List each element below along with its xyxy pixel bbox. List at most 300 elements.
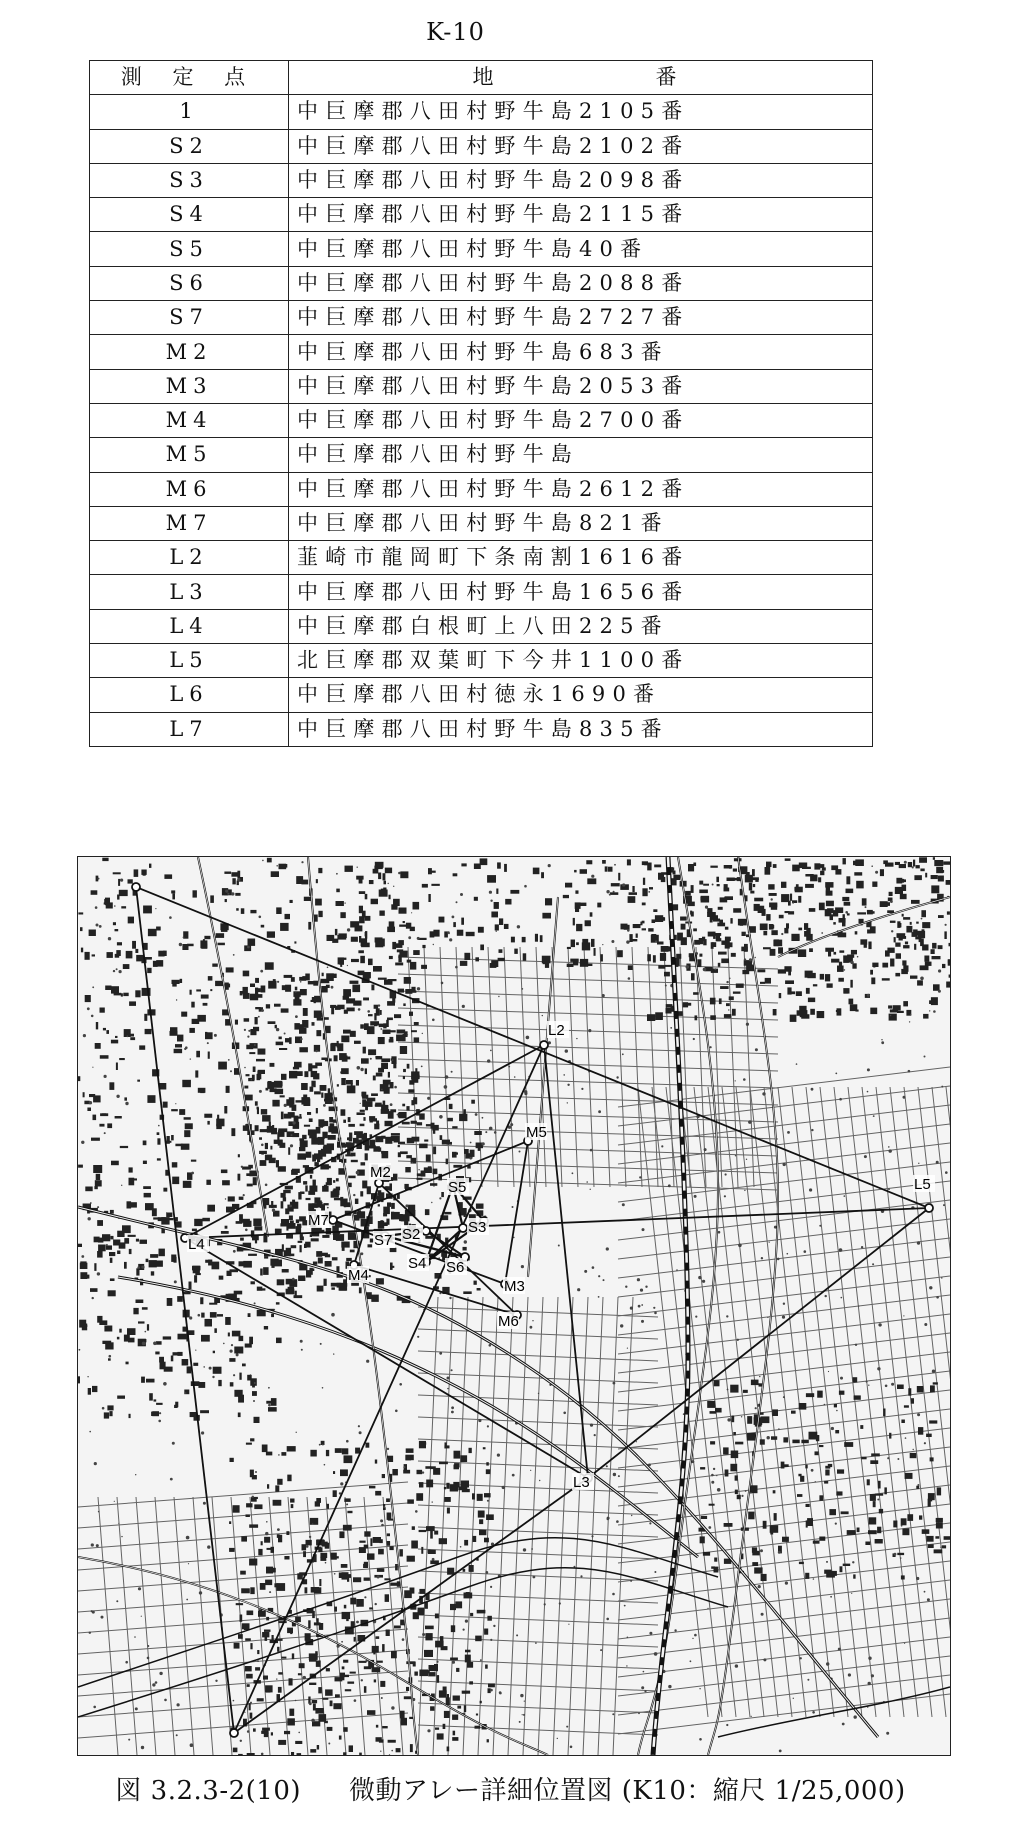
building: [709, 1504, 715, 1506]
building: [386, 1219, 389, 1225]
noise-dot: [705, 906, 708, 909]
building: [351, 937, 358, 942]
building: [923, 1014, 928, 1019]
building: [218, 943, 225, 946]
noise-dot: [498, 996, 499, 997]
building: [240, 1571, 246, 1575]
parcel-line: [618, 1694, 950, 1734]
building: [95, 1043, 101, 1049]
building: [405, 989, 412, 994]
building: [720, 897, 728, 902]
building: [145, 1203, 154, 1210]
building: [261, 1153, 264, 1155]
building: [131, 1202, 137, 1207]
building: [575, 890, 578, 893]
building: [931, 885, 939, 893]
noise-dot: [462, 1005, 465, 1008]
table-row: [90, 575, 873, 609]
noise-dot: [250, 1702, 252, 1704]
building: [437, 1675, 440, 1683]
building: [333, 1703, 341, 1709]
building: [578, 903, 586, 906]
building: [266, 1004, 270, 1008]
building: [383, 1504, 385, 1507]
building: [459, 1114, 467, 1121]
building: [111, 1040, 118, 1044]
noise-dot: [254, 1382, 256, 1384]
noise-dot: [769, 1242, 770, 1243]
building: [361, 1162, 366, 1165]
building: [196, 1051, 200, 1058]
table-row: [90, 129, 873, 163]
noise-dot: [353, 1194, 355, 1196]
building: [375, 1136, 383, 1142]
building: [303, 1008, 308, 1016]
noise-dot: [649, 1522, 651, 1524]
building: [347, 1511, 352, 1513]
noise-dot: [929, 1286, 932, 1289]
building: [309, 1131, 317, 1138]
noise-dot: [854, 1715, 857, 1718]
noise-dot: [524, 1090, 527, 1093]
building: [407, 1064, 410, 1069]
building: [271, 1398, 277, 1406]
building: [218, 1380, 221, 1386]
noise-dot: [642, 1228, 645, 1231]
building: [335, 1694, 340, 1697]
station-label-m2: M2: [370, 1164, 391, 1181]
building: [710, 1441, 715, 1444]
building: [365, 931, 367, 939]
noise-dot: [487, 1500, 489, 1502]
noise-dot: [138, 1587, 141, 1590]
building: [80, 1261, 86, 1268]
building: [321, 1093, 323, 1098]
building: [642, 928, 646, 930]
noise-dot: [838, 1648, 841, 1651]
noise-dot: [247, 946, 250, 949]
building: [197, 1015, 206, 1022]
building: [902, 936, 907, 939]
noise-dot: [334, 1573, 336, 1575]
noise-dot: [102, 1407, 105, 1410]
building: [400, 1621, 403, 1625]
building: [711, 1566, 715, 1568]
noise-dot: [449, 938, 452, 941]
building: [763, 1521, 767, 1529]
building: [476, 1714, 478, 1716]
building: [653, 955, 656, 962]
building: [102, 1113, 106, 1115]
building: [378, 1204, 380, 1206]
building: [409, 1080, 414, 1085]
building: [894, 937, 896, 942]
parcel-line: [583, 1297, 603, 1755]
building: [337, 1043, 343, 1051]
building: [576, 942, 579, 945]
building: [262, 1632, 269, 1637]
building: [450, 1604, 456, 1610]
building: [373, 1537, 381, 1543]
building: [938, 915, 944, 918]
cell-point: L3: [90, 575, 289, 609]
noise-dot: [674, 1629, 676, 1631]
building: [158, 951, 164, 957]
building: [317, 1745, 319, 1750]
noise-dot: [116, 1095, 119, 1098]
building: [938, 876, 944, 882]
building: [316, 1108, 318, 1113]
noise-dot: [101, 1616, 104, 1619]
noise-dot: [490, 900, 492, 902]
noise-dot: [231, 892, 234, 895]
building: [103, 1028, 106, 1031]
building: [195, 1273, 201, 1275]
noise-dot: [87, 1007, 90, 1010]
building: [281, 1657, 286, 1659]
building: [363, 941, 366, 946]
building: [299, 1147, 305, 1151]
building: [315, 1651, 318, 1655]
noise-dot: [894, 1553, 897, 1556]
building: [268, 1021, 276, 1024]
building: [872, 963, 878, 967]
noise-dot: [336, 873, 338, 875]
building: [81, 1325, 87, 1327]
building: [411, 1158, 417, 1164]
noise-dot: [223, 1343, 225, 1345]
topographic-map: [77, 856, 951, 1756]
building: [798, 928, 802, 931]
building: [801, 1440, 808, 1444]
building: [136, 1239, 139, 1242]
noise-dot: [628, 977, 631, 980]
building: [201, 1313, 204, 1318]
building: [380, 1010, 382, 1015]
building: [727, 878, 735, 882]
building: [723, 1447, 729, 1454]
building: [376, 1073, 383, 1077]
table-row: [90, 609, 873, 643]
building: [363, 1047, 366, 1054]
building: [386, 1140, 391, 1143]
building: [486, 1469, 491, 1474]
building: [276, 1042, 284, 1046]
building: [590, 912, 593, 916]
building: [305, 1587, 308, 1593]
noise-dot: [356, 1171, 360, 1175]
building: [321, 1253, 328, 1256]
building: [464, 1593, 473, 1599]
noise-dot: [209, 1367, 212, 1370]
building: [263, 1267, 269, 1275]
building: [165, 1218, 173, 1220]
building: [238, 1154, 240, 1157]
building: [839, 1391, 845, 1395]
building: [902, 1529, 909, 1536]
building: [309, 1683, 316, 1685]
building: [365, 1153, 368, 1160]
table-header-row: [90, 61, 873, 95]
noise-dot: [422, 1471, 424, 1473]
parcel-line: [834, 1087, 904, 1717]
building: [259, 1137, 262, 1140]
noise-dot: [380, 1519, 383, 1522]
noise-dot: [826, 1662, 829, 1665]
table-row: [90, 644, 873, 678]
building: [464, 1149, 469, 1154]
building: [371, 1295, 379, 1302]
noise-dot: [824, 1404, 826, 1406]
noise-dot: [746, 1159, 747, 1160]
building: [375, 1103, 382, 1107]
building: [263, 1676, 268, 1680]
noise-dot: [81, 1141, 84, 1144]
noise-dot: [557, 1738, 558, 1739]
building: [318, 1150, 321, 1156]
table-row: [90, 506, 873, 540]
building: [137, 1080, 140, 1082]
noise-dot: [456, 901, 458, 903]
noise-dot: [804, 1250, 807, 1253]
noise-dot: [690, 1660, 692, 1662]
building: [363, 998, 369, 1001]
noise-dot: [357, 1066, 361, 1070]
building: [359, 1753, 362, 1755]
building: [846, 876, 850, 884]
building: [289, 1097, 295, 1104]
building: [229, 1521, 231, 1524]
building: [343, 996, 348, 1000]
array-line-medium: [505, 1141, 528, 1284]
noise-dot: [268, 1387, 270, 1389]
building: [117, 1231, 124, 1237]
noise-dot: [941, 1086, 943, 1088]
building: [735, 1442, 743, 1445]
building: [345, 866, 353, 872]
building: [97, 1220, 103, 1226]
building: [373, 1076, 376, 1081]
station-marker: [459, 1224, 467, 1232]
building: [826, 901, 834, 907]
building: [285, 914, 291, 919]
building: [403, 921, 405, 923]
building: [270, 1063, 275, 1067]
building: [396, 1035, 403, 1042]
table-body: [90, 95, 873, 747]
noise-dot: [436, 1661, 438, 1663]
building: [198, 1382, 205, 1388]
noise-dot: [761, 1613, 764, 1616]
building: [250, 910, 256, 913]
building: [407, 1499, 414, 1503]
building: [299, 1047, 308, 1052]
noise-dot: [309, 1702, 312, 1705]
building: [808, 998, 815, 1003]
building: [230, 1458, 234, 1462]
building: [469, 1681, 473, 1684]
building: [241, 908, 245, 914]
noise-dot: [141, 1746, 144, 1749]
building: [365, 1144, 370, 1150]
noise-dot: [917, 1484, 919, 1486]
building: [123, 964, 130, 969]
building: [897, 1553, 904, 1555]
building: [258, 1049, 266, 1055]
building: [928, 1499, 931, 1507]
noise-dot: [916, 1577, 919, 1580]
building: [313, 1704, 316, 1711]
building: [944, 931, 946, 939]
building: [452, 1126, 457, 1128]
building: [167, 1298, 173, 1306]
noise-dot: [269, 1591, 271, 1593]
figure-number: 図 3.2.3-2(10): [115, 1776, 302, 1806]
building: [369, 1486, 375, 1489]
building: [491, 960, 498, 967]
measurement-point-table: [89, 60, 873, 747]
noise-dot: [522, 1714, 523, 1715]
building: [108, 1358, 111, 1360]
building: [143, 1141, 147, 1146]
table-row: [90, 438, 873, 472]
building: [240, 991, 243, 995]
building: [888, 1005, 892, 1008]
building: [378, 978, 387, 980]
building: [90, 1288, 98, 1292]
noise-dot: [104, 1132, 106, 1134]
building: [385, 1121, 393, 1126]
building: [129, 1167, 133, 1172]
building: [407, 1556, 415, 1562]
building: [383, 1030, 391, 1035]
building: [246, 1674, 253, 1679]
noise-dot: [141, 1616, 142, 1617]
building: [340, 1673, 345, 1678]
building: [331, 1191, 339, 1198]
cell-address: 中巨摩郡八田村野牛島: [289, 438, 873, 472]
noise-dot: [134, 1636, 136, 1638]
building: [447, 1747, 450, 1752]
building: [78, 1165, 83, 1168]
building: [773, 940, 782, 947]
building: [571, 940, 575, 948]
building: [806, 928, 810, 934]
noise-dot: [233, 1700, 235, 1702]
noise-dot: [254, 1044, 256, 1046]
parcel-line: [418, 1297, 438, 1755]
noise-dot: [427, 1729, 430, 1732]
building: [286, 1225, 288, 1230]
building: [419, 1589, 425, 1594]
building: [236, 1603, 243, 1605]
noise-dot: [408, 936, 411, 939]
building: [391, 1212, 394, 1220]
table-row: [90, 301, 873, 335]
noise-dot: [451, 1411, 454, 1414]
building: [475, 1726, 481, 1729]
noise-dot: [771, 898, 773, 900]
noise-dot: [83, 1034, 86, 1037]
building: [701, 1516, 707, 1519]
noise-dot: [159, 1412, 161, 1414]
building: [647, 1014, 655, 1021]
building: [356, 1599, 359, 1607]
building: [870, 1460, 878, 1464]
building: [206, 1180, 211, 1185]
building: [867, 1479, 870, 1485]
building: [724, 1014, 732, 1018]
building: [342, 1448, 349, 1454]
noise-dot: [612, 1593, 615, 1596]
building: [826, 891, 833, 896]
noise-dot: [277, 1528, 280, 1531]
building: [725, 937, 731, 941]
building: [321, 979, 330, 983]
noise-dot: [793, 1698, 794, 1699]
building: [267, 858, 272, 863]
building: [640, 922, 642, 926]
cell-point: S5: [90, 232, 289, 266]
noise-dot: [815, 1481, 816, 1482]
building: [382, 1726, 388, 1728]
building: [602, 860, 606, 864]
noise-dot: [514, 1076, 516, 1078]
building: [295, 1741, 302, 1744]
noise-dot: [284, 1033, 286, 1035]
building: [770, 925, 774, 929]
noise-dot: [918, 1163, 919, 1164]
noise-dot: [891, 1383, 894, 1386]
noise-dot: [90, 1202, 92, 1204]
noise-dot: [346, 1440, 349, 1443]
building: [479, 1519, 483, 1524]
building: [484, 1629, 488, 1635]
building: [129, 1249, 132, 1254]
building: [580, 869, 587, 874]
building: [243, 993, 250, 999]
building: [798, 896, 801, 903]
building: [505, 899, 511, 905]
noise-dot: [89, 1101, 92, 1104]
cell-point: M5: [90, 438, 289, 472]
building: [454, 1465, 460, 1470]
building: [290, 1631, 292, 1635]
noise-dot: [359, 1431, 362, 1434]
cell-point: S2: [90, 129, 289, 163]
building: [434, 1531, 438, 1535]
building: [904, 1405, 909, 1407]
noise-dot: [360, 1103, 361, 1104]
noise-dot: [344, 902, 345, 903]
noise-dot: [725, 1173, 727, 1175]
noise-dot: [726, 1315, 728, 1317]
building: [359, 1547, 366, 1553]
building: [453, 922, 456, 927]
building: [268, 981, 276, 989]
building: [809, 948, 813, 952]
building: [703, 884, 709, 886]
building: [203, 1003, 208, 1006]
building: [360, 956, 365, 963]
noise-dot: [460, 1546, 462, 1548]
noise-dot: [692, 1638, 693, 1639]
noise-dot: [512, 1206, 514, 1208]
building: [231, 872, 237, 877]
building: [511, 937, 515, 943]
noise-dot: [323, 1104, 326, 1107]
building: [928, 1544, 934, 1548]
